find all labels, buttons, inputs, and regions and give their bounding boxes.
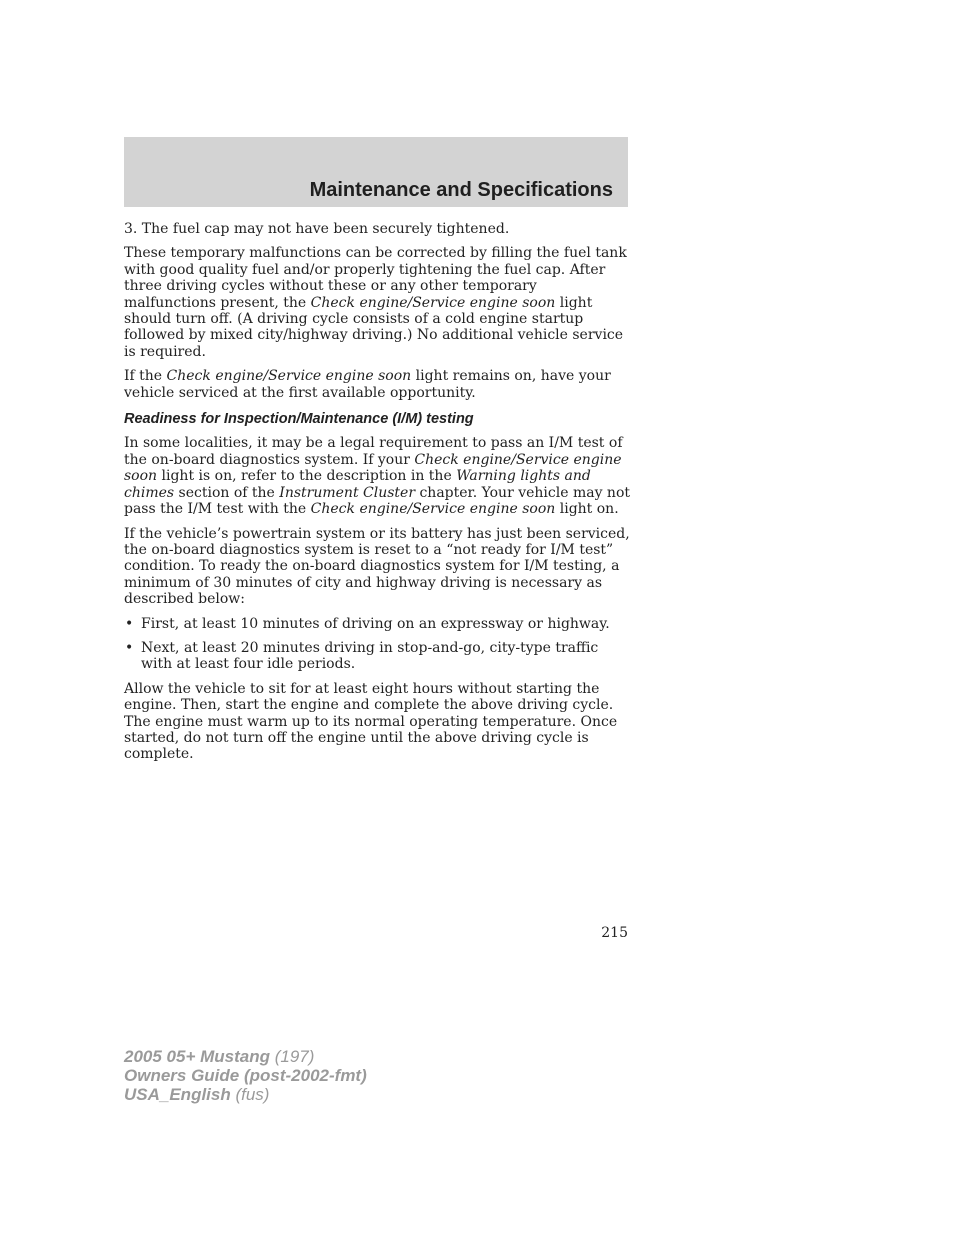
footer-language-code: (fus)	[230, 1085, 270, 1104]
paragraph-im-requirement	[124, 435, 630, 517]
warning-light-name: Check engine/Service engine soon	[124, 451, 622, 485]
paragraph-powertrain-reset: If the vehicle’s powertrain system or its battery has just been serviced, the on-board diagnostics system is reset to a “not ready for I/M test” condition. To ready the on-board diagnostics system for I/M testing, a minimum of 30 minutes of city and highway driving is necessary as described below:	[124, 525, 630, 608]
list-item-text: First, at least 10 minutes of driving on an expressway or highway.	[141, 615, 610, 632]
warning-light-name: Check engine/Service engine soon	[166, 368, 412, 385]
text-run: light remains on, have your vehicle serviced at the first available opportunity.	[124, 368, 611, 401]
driving-steps-list	[124, 616, 630, 673]
footer-line-guide	[124, 1066, 367, 1085]
text-run: chapter. Your vehicle may not pass the I/M test with the	[124, 484, 631, 518]
list-item	[124, 616, 630, 632]
paragraph-light-remains-on	[124, 368, 630, 401]
text-run: These temporary malfunctions can be corrected by filling the fuel tank with good quality fuel and/or properly tightening the fuel cap. After three driving cycles without these or any other temporary malfunctions present, the	[124, 245, 627, 311]
text-run: light should turn off. (A driving cycle consists of a cold engine startup followed by mixed city/highway driving.) No additional vehicle service is required.	[124, 294, 624, 360]
footer-model-code: (197)	[270, 1047, 315, 1066]
paragraph-temporary-malfunctions	[124, 245, 630, 360]
warning-light-name: Check engine/Service engine soon	[310, 501, 556, 518]
paragraph-allow-vehicle-sit: Allow the vehicle to sit for at least eight hours without starting the engine. Then, start the engine and complete the above driving cycle. The engine must warm up to its normal operating temperature. Once started, do not turn off the engine until the above driving cycle is complete.	[124, 680, 618, 763]
document-footer	[124, 1047, 367, 1104]
page-number: 215	[601, 925, 628, 941]
text-run: light on.	[555, 501, 619, 518]
text-run: In some localities, it may be a legal requirement to pass an I/M test of the on-board diagnostics system. If your	[124, 435, 623, 468]
text-run: light is on, refer to the description in the	[157, 468, 457, 485]
page-content	[124, 221, 630, 771]
section-title: Maintenance and Specifications	[309, 179, 613, 201]
footer-line-language	[124, 1085, 367, 1104]
footer-model: 2005 05+ Mustang	[124, 1047, 270, 1066]
warning-light-name: Check engine/Service engine soon	[310, 294, 556, 311]
bullet-icon: •	[125, 639, 134, 656]
section-reference: Warning lights and chimes	[124, 468, 591, 501]
subheading-im-testing: Readiness for Inspection/Maintenance (I/M) testing	[124, 411, 474, 428]
text-run: If the	[124, 368, 167, 385]
bullet-icon: •	[125, 615, 134, 632]
paragraph-fuel-cap: 3. The fuel cap may not have been securely tightened.	[124, 221, 510, 237]
footer-language: USA_English	[124, 1085, 231, 1104]
text-run: section of the	[174, 484, 280, 501]
list-item-text: Next, at least 20 minutes driving in stop-and-go, city-type traffic with at least four idle periods.	[141, 639, 599, 673]
footer-guide: Owners Guide (post-2002-fmt)	[124, 1066, 367, 1085]
list-item	[124, 640, 630, 673]
section-header-band	[124, 137, 628, 207]
footer-line-model	[124, 1047, 367, 1066]
chapter-reference: Instrument Cluster	[279, 484, 416, 501]
